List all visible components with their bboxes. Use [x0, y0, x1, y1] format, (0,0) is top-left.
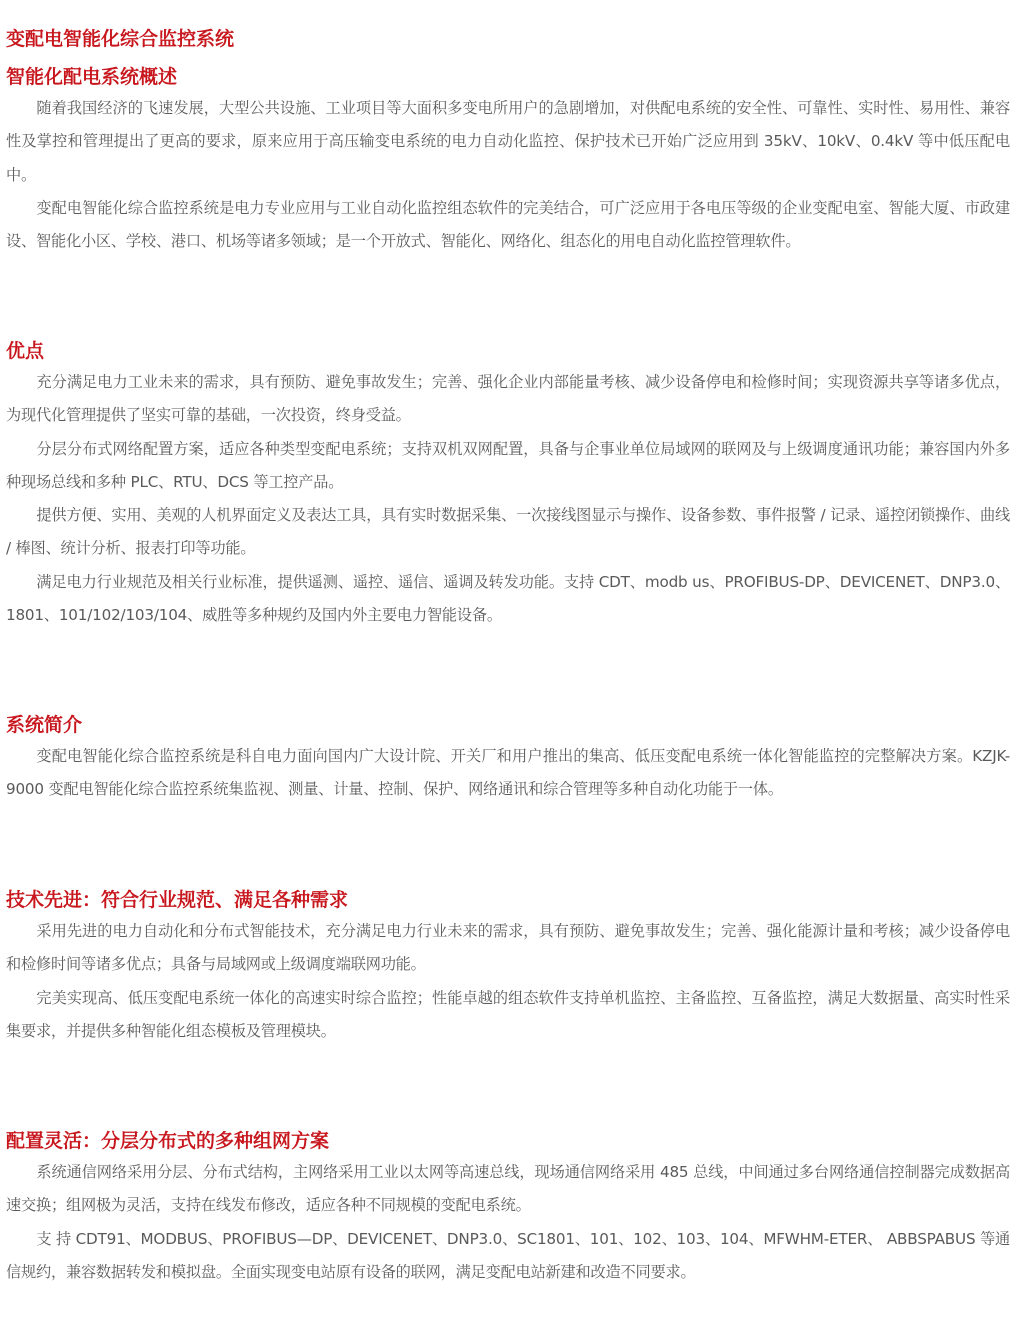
paragraph: 提供方便、实用、美观的人机界面定义及表达工具，具有实时数据采集、一次接线图显示与操作、设备参数、事件报警 / 记录、遥控闭锁操作、曲线 / 棒图、统计分析、报表打印等功能。	[6, 506, 1010, 558]
paragraph: 采用先进的电力自动化和分布式智能技术，充分满足电力行业未来的需求，具有预防、避免事故发生；完善、强化能源计量和考核；减少设备停电和检修时间等诸多优点；具备与局域网或上级调度端联网功能。	[6, 922, 1010, 974]
section-title: 配置灵活：分层分布式的多种组网方案	[6, 1130, 330, 1152]
section-flexible-configuration	[6, 1126, 1010, 1289]
paragraph: 满足电力行业规范及相关行业标准，提供遥测、遥控、遥信、遥调及转发功能。支持 CDT、modb us、PROFIBUS-DP、DEVICENET、DNP3.0、1801、101/102/103/104、威胜等多种规约及国内外主要电力智能设备。	[6, 572, 1010, 625]
paragraph: 变配电智能化综合监控系统是科自电力面向国内广大设计院、开关厂和用户推出的集高、低压变配电系统一体化智能监控的完整解决方案。KZJK-9000 变配电智能化综合监控系统集监视、测量、计量、控制、保护、网络通讯和综合管理等多种自动化功能于一体。	[6, 747, 1010, 799]
section-title: 智能化配电系统概述	[6, 66, 178, 88]
section-title: 系统简介	[6, 714, 83, 736]
paragraph: 变配电智能化综合监控系统是电力专业应用与工业自动化监控组态软件的完美结合，可广泛应用于各电压等级的企业变配电室、智能大厦、市政建设、智能化小区、学校、港口、机场等诸多领域；是一个开放式、智能化、网络化、组态化的用电自动化监控管理软件。	[6, 198, 1010, 251]
section-title: 技术先进：符合行业规范、满足各种需求	[6, 889, 349, 911]
section-title: 优点	[6, 340, 45, 362]
section-advantages	[6, 336, 1010, 632]
paragraph: 支 持 CDT91、MODBUS、PROFIBUS—DP、DEVICENET、DNP3.0、SC1801、101、102、103、104、MFWHM-ETER、 ABBSPABUS 等通信规约，兼容数据转发和模拟盘。全面实现变电站原有设备的联网，满足变配电站新建和改造不同要求。	[6, 1229, 1010, 1281]
document-title: 变配电智能化综合监控系统	[6, 28, 235, 50]
paragraph: 完美实现高、低压变配电系统一体化的高速实时综合监控；性能卓越的组态软件支持单机监控、主备监控、互备监控，满足大数据量、高实时性采集要求，并提供多种智能化组态模板及管理模块。	[6, 988, 1010, 1040]
section-overview	[6, 62, 1010, 258]
paragraph: 充分满足电力工业未来的需求，具有预防、避免事故发生；完善、强化企业内部能量考核、减少设备停电和检修时间；实现资源共享等诸多优点，为现代化管理提供了坚实可靠的基础，一次投资，终身受益。	[6, 373, 1010, 425]
paragraph: 系统通信网络采用分层、分布式结构，主网络采用工业以太网等高速总线，现场通信网络采用 485 总线，中间通过多台网络通信控制器完成数据高速交换；组网极为灵活，支持在线发布修改，适应各种不同规模的变配电系统。	[6, 1163, 1010, 1215]
paragraph: 分层分布式网络配置方案，适应各种类型变配电系统；支持双机双网配置，具备与企事业单位局域网的联网及与上级调度通讯功能；兼容国内外多种现场总线和多种 PLC、RTU、DCS 等工控产品。	[6, 439, 1010, 491]
paragraph: 随着我国经济的飞速发展，大型公共设施、工业项目等大面积多变电所用户的急剧增加，对供配电系统的安全性、可靠性、实时性、易用性、兼容性及掌控和管理提出了更高的要求，原来应用于高压输变电系统的电力自动化监控、保护技术已开始广泛应用到 35kV、10kV、0.4kV 等中低压配电中。	[6, 99, 1010, 184]
section-system-intro	[6, 710, 1010, 807]
section-advanced-technology	[6, 885, 1010, 1048]
